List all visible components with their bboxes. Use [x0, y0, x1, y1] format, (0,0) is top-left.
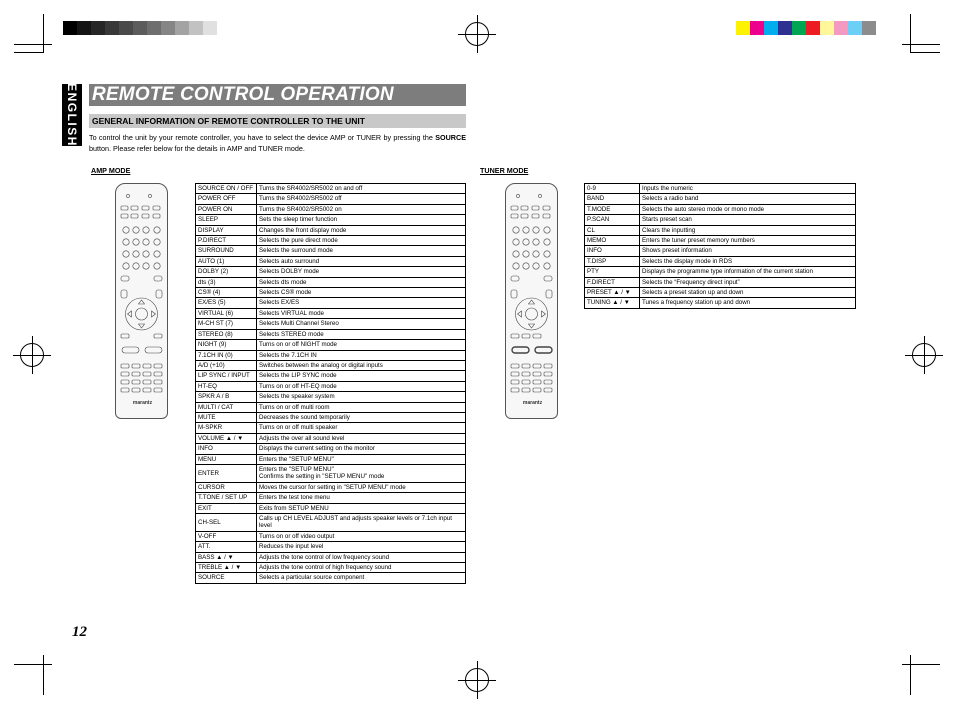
function-cell: Selects the “Frequency direct input” [640, 277, 856, 287]
table-row [196, 514, 466, 532]
section-heading-bar [89, 114, 466, 128]
button-name-cell: CL [585, 225, 640, 235]
button-name-cell: EXIT [196, 503, 257, 513]
amp-remote-brand: marantz [132, 400, 153, 406]
intro-text: To control the unit by your remote controller, you have to select the device AMP or TUNER by pressing the [89, 133, 436, 142]
amp-remote-drawing [116, 184, 169, 420]
function-cell: Selects EX/ES [257, 298, 466, 308]
function-cell: Turns the SR4002/SR5002 off [257, 194, 466, 204]
color-swatch [91, 21, 105, 35]
button-name-cell: T.DISP [585, 256, 640, 266]
button-name-cell: PTY [585, 267, 640, 277]
table-row [196, 308, 466, 318]
button-name-cell: 0-9 [585, 184, 640, 194]
table-row [196, 464, 466, 482]
button-name-cell: dts (3) [196, 277, 257, 287]
amp-command-table [195, 183, 466, 584]
button-name-cell: BASS ▲ / ▼ [196, 552, 257, 562]
function-cell: Selects the speaker system [257, 392, 466, 402]
table-row [196, 423, 466, 433]
button-name-cell: F.DIRECT [585, 277, 640, 287]
function-cell: Switches between the analog or digital inputs [257, 360, 466, 370]
button-name-cell: M-SPKR [196, 423, 257, 433]
function-cell: Selects dts mode [257, 277, 466, 287]
color-swatch [806, 21, 820, 35]
table-row [196, 256, 466, 266]
table-row [196, 350, 466, 360]
function-cell: Clears the inputting [640, 225, 856, 235]
function-cell: Turns the SR4002/SR5002 on [257, 204, 466, 214]
language-tab-label: ENGLISH [65, 83, 79, 147]
color-swatch [834, 21, 848, 35]
table-row [585, 288, 856, 298]
table-row [196, 433, 466, 443]
function-cell: Turns on or off NIGHT mode [257, 340, 466, 350]
tuner-mode-label: TUNER MODE [480, 166, 529, 175]
table-row [196, 454, 466, 464]
intro-bold-source: SOURCE [435, 133, 466, 142]
function-cell: Inputs the numeric [640, 184, 856, 194]
function-cell: Shows preset information [640, 246, 856, 256]
amp-remote-illustration [115, 183, 168, 419]
function-cell: Turns on or off multi speaker [257, 423, 466, 433]
button-name-cell: SPKR A / B [196, 392, 257, 402]
button-name-cell: MULTI / CAT [196, 402, 257, 412]
function-cell: Tunes a frequency station up and down [640, 298, 856, 308]
button-name-cell: CH-SEL [196, 514, 257, 532]
color-swatch [820, 21, 834, 35]
function-cell: Enters the "SETUP MENU" Confirms the setting in "SETUP MENU" mode [257, 464, 466, 482]
button-name-cell: ENTER [196, 464, 257, 482]
button-name-cell: VIRTUAL (6) [196, 308, 257, 318]
function-cell: Exits from SETUP MENU [257, 503, 466, 513]
crop-mark [910, 14, 911, 52]
tuner-command-table [584, 183, 856, 309]
function-cell: Enters the "SETUP MENU" [257, 454, 466, 464]
crop-mark [43, 655, 44, 695]
amp-mode-label: AMP MODE [91, 166, 131, 175]
page-title: REMOTE CONTROL OPERATION [92, 84, 394, 105]
function-cell: Sets the sleep timer function [257, 215, 466, 225]
tuner-remote-illustration [505, 183, 558, 419]
function-cell: Selects auto surround [257, 256, 466, 266]
button-name-cell: POWER OFF [196, 194, 257, 204]
function-cell: Selects STEREO mode [257, 329, 466, 339]
table-row [196, 194, 466, 204]
color-swatch [105, 21, 119, 35]
language-tab [62, 84, 82, 146]
registration-mark [912, 343, 936, 367]
button-name-cell: NIGHT (9) [196, 340, 257, 350]
function-cell: Displays the programme type information of the current station [640, 267, 856, 277]
table-row [585, 236, 856, 246]
button-name-cell: T.TONE / SET UP [196, 493, 257, 503]
function-cell: Selects a preset station up and down [640, 288, 856, 298]
button-name-cell: A/D (+10) [196, 360, 257, 370]
function-cell: Displays the current setting on the monitor [257, 444, 466, 454]
function-cell: Selects the 7.1CH IN [257, 350, 466, 360]
table-row [585, 267, 856, 277]
table-row [196, 204, 466, 214]
crop-mark [14, 52, 44, 53]
page-title-bar [89, 84, 466, 106]
button-name-cell: EX/ES (5) [196, 298, 257, 308]
button-name-cell: PRESET ▲ / ▼ [585, 288, 640, 298]
crop-mark [910, 52, 940, 53]
table-row [585, 256, 856, 266]
table-row [196, 288, 466, 298]
color-swatch [189, 21, 203, 35]
button-name-cell: SOURCE [196, 573, 257, 583]
color-swatch [792, 21, 806, 35]
color-swatch [161, 21, 175, 35]
color-swatch [133, 21, 147, 35]
color-swatch [764, 21, 778, 35]
function-cell: Selects the LIP SYNC mode [257, 371, 466, 381]
table-row [196, 563, 466, 573]
function-cell: Adjusts the tone control of high frequency sound [257, 563, 466, 573]
table-row [585, 298, 856, 308]
table-row [585, 204, 856, 214]
function-cell: Selects the auto stereo mode or mono mode [640, 204, 856, 214]
button-name-cell: AUTO (1) [196, 256, 257, 266]
button-name-cell: LIP SYNC / INPUT [196, 371, 257, 381]
table-row [196, 552, 466, 562]
function-cell: Selects Multi Channel Stereo [257, 319, 466, 329]
button-name-cell: BAND [585, 194, 640, 204]
button-name-cell: INFO [585, 246, 640, 256]
button-name-cell: STEREO (8) [196, 329, 257, 339]
table-row [585, 246, 856, 256]
color-swatch [63, 21, 77, 35]
color-swatch [778, 21, 792, 35]
table-row [196, 493, 466, 503]
crop-mark [910, 655, 911, 695]
table-row [196, 360, 466, 370]
button-name-cell: MUTE [196, 412, 257, 422]
function-cell: Selects VIRTUAL mode [257, 308, 466, 318]
table-row [196, 412, 466, 422]
button-name-cell: MENU [196, 454, 257, 464]
function-cell: Selects a particular source component [257, 573, 466, 583]
table-row [196, 402, 466, 412]
color-swatch [175, 21, 189, 35]
table-row [196, 444, 466, 454]
function-cell: Turns on or off multi room [257, 402, 466, 412]
table-row [196, 573, 466, 583]
tuner-remote-drawing [506, 184, 559, 420]
table-row [585, 277, 856, 287]
function-cell: Turns the SR4002/SR5002 on and off [257, 184, 466, 194]
function-cell: Starts preset scan [640, 215, 856, 225]
function-cell: Selects the surround mode [257, 246, 466, 256]
function-cell: Moves the cursor for setting in "SETUP MENU" mode [257, 482, 466, 492]
table-row [196, 267, 466, 277]
function-cell: Adjusts the over all sound level [257, 433, 466, 443]
button-name-cell: VOLUME ▲ / ▼ [196, 433, 257, 443]
crop-mark [14, 664, 52, 665]
button-name-cell: DISPLAY [196, 225, 257, 235]
table-row [196, 215, 466, 225]
table-row [196, 381, 466, 391]
grayscale-swatch-bar [63, 21, 217, 35]
color-swatch [736, 21, 750, 35]
color-swatch [848, 21, 862, 35]
color-swatch [77, 21, 91, 35]
function-cell: Adjusts the tone control of low frequency sound [257, 552, 466, 562]
table-row [196, 319, 466, 329]
button-name-cell: CURSOR [196, 482, 257, 492]
intro-text-end: button. Please refer below for the details in AMP and TUNER mode. [89, 143, 305, 153]
table-row [196, 225, 466, 235]
function-cell: Selects the display mode in RDS [640, 256, 856, 266]
table-row [585, 184, 856, 194]
crop-mark [902, 44, 940, 45]
button-name-cell: TUNING ▲ / ▼ [585, 298, 640, 308]
table-row [196, 236, 466, 246]
color-swatch [203, 21, 217, 35]
table-row [196, 298, 466, 308]
button-name-cell: P.DIRECT [196, 236, 257, 246]
button-name-cell: INFO [196, 444, 257, 454]
table-row [196, 542, 466, 552]
process-color-swatch-bar [736, 21, 876, 35]
tuner-remote-brand: marantz [522, 400, 543, 406]
color-swatch [147, 21, 161, 35]
table-row [196, 340, 466, 350]
function-cell: Selects DOLBY mode [257, 267, 466, 277]
table-row [196, 184, 466, 194]
table-row [585, 225, 856, 235]
button-name-cell: 7.1CH IN (0) [196, 350, 257, 360]
function-cell: Calls up CH LEVEL ADJUST and adjusts speaker levels or 7.1ch input level [257, 514, 466, 532]
button-name-cell: MEMO [585, 236, 640, 246]
table-row [196, 392, 466, 402]
function-cell: Selects the pure direct mode [257, 236, 466, 246]
crop-mark [43, 14, 44, 52]
section-heading: GENERAL INFORMATION OF REMOTE CONTROLLER TO THE UNIT [92, 116, 365, 126]
table-row [196, 246, 466, 256]
function-cell: Changes the front display mode [257, 225, 466, 235]
registration-mark [20, 343, 44, 367]
function-cell: Decreases the sound temporarily [257, 412, 466, 422]
registration-mark [465, 668, 489, 692]
button-name-cell: V-OFF [196, 531, 257, 541]
button-name-cell: P.SCAN [585, 215, 640, 225]
button-name-cell: M-CH ST (7) [196, 319, 257, 329]
button-name-cell: TREBLE ▲ / ▼ [196, 563, 257, 573]
page-number: 12 [72, 624, 87, 640]
function-cell: Turns on or off video output [257, 531, 466, 541]
table-row [196, 329, 466, 339]
button-name-cell: HT-EQ [196, 381, 257, 391]
crop-mark [902, 664, 940, 665]
function-cell: Reduces the input level [257, 542, 466, 552]
table-row [196, 371, 466, 381]
button-name-cell: SURROUND [196, 246, 257, 256]
function-cell: Selects CS® mode [257, 288, 466, 298]
table-row [585, 215, 856, 225]
button-name-cell: T.MODE [585, 204, 640, 214]
crop-mark [14, 44, 52, 45]
function-cell: Enters the tuner preset memory numbers [640, 236, 856, 246]
color-swatch [862, 21, 876, 35]
table-row [585, 194, 856, 204]
table-row [196, 503, 466, 513]
table-row [196, 277, 466, 287]
registration-mark [465, 22, 489, 46]
function-cell: Selects a radio band [640, 194, 856, 204]
button-name-cell: CS® (4) [196, 288, 257, 298]
button-name-cell: ATT. [196, 542, 257, 552]
function-cell: Turns on or off HT-EQ mode [257, 381, 466, 391]
color-swatch [119, 21, 133, 35]
button-name-cell: SLEEP [196, 215, 257, 225]
button-name-cell: SOURCE ON / OFF [196, 184, 257, 194]
table-row [196, 531, 466, 541]
function-cell: Enters the test tone menu [257, 493, 466, 503]
table-row [196, 482, 466, 492]
button-name-cell: DOLBY (2) [196, 267, 257, 277]
color-swatch [750, 21, 764, 35]
button-name-cell: POWER ON [196, 204, 257, 214]
intro-paragraph [89, 133, 466, 154]
